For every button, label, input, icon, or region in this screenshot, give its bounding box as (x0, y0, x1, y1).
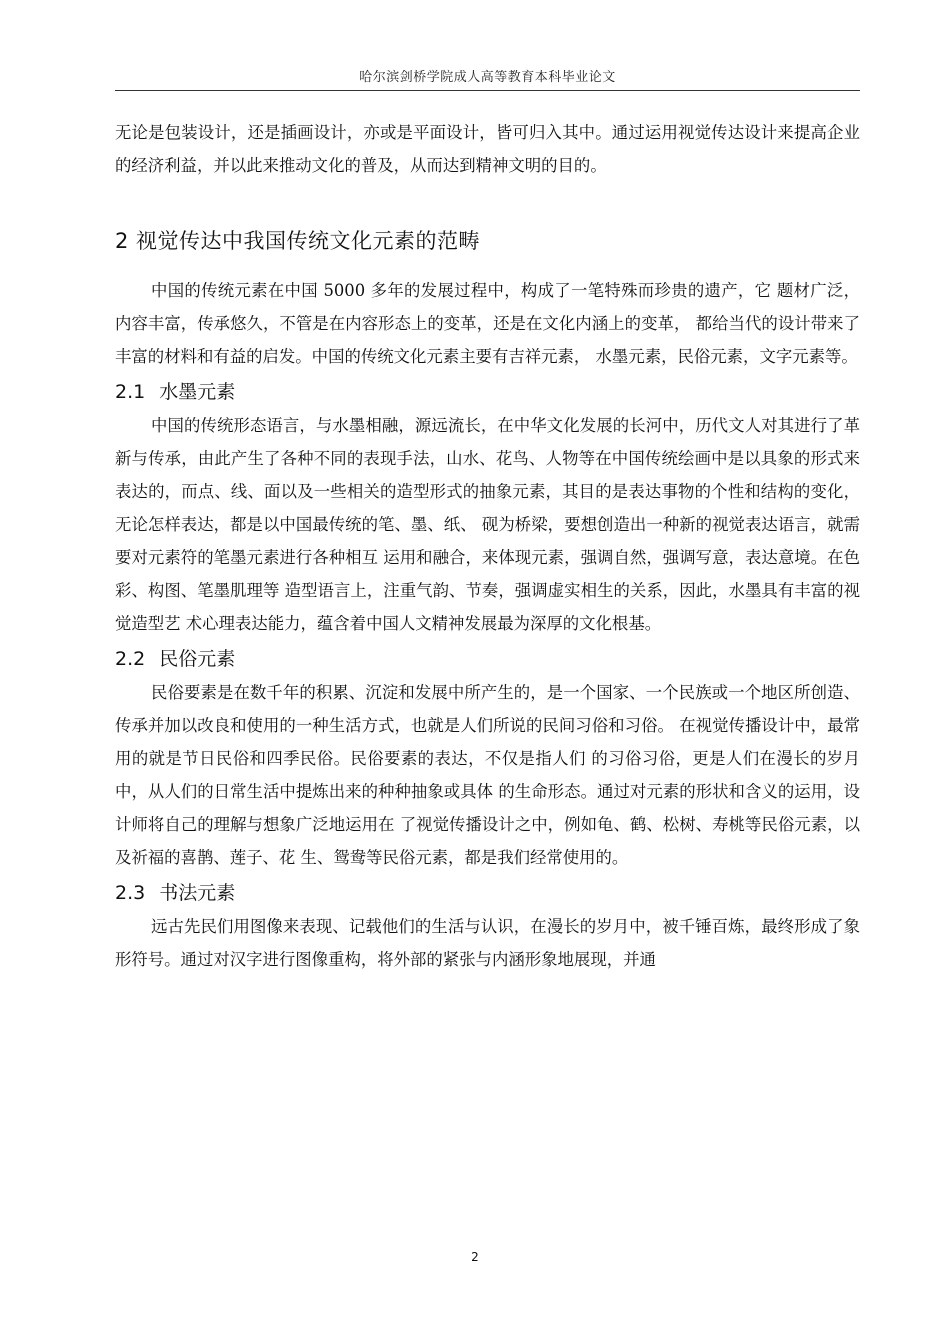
header-rule (115, 90, 860, 91)
section-number: 2.1 (115, 381, 146, 403)
section-2-3-paragraph: 远古先民们用图像来表现、记载他们的生活与认识，在漫长的岁月中，被千锤百炼，最终形成了象形符号。通过对汉字进行图像重构，将外部的紧张与内涵形象地展现，并通 (115, 917, 860, 969)
section-title: 书法元素 (159, 882, 236, 904)
section-title: 民俗元素 (159, 648, 236, 670)
page-header: 哈尔滨剑桥学院成人高等教育本科毕业论文 (359, 70, 616, 85)
document-body (115, 116, 860, 976)
section-number: 2.3 (115, 882, 146, 904)
page-number: 2 (471, 1250, 479, 1264)
section-2-1-heading (115, 377, 860, 407)
section-2-1-paragraph: 中国的传统形态语言，与水墨相融，源远流长，在中华文化发展的长河中，历代文人对其进行了革新与传承，由此产生了各种不同的表现手法，山水、花鸟、人物等在中国传统绘画中是以具象的形式来表达的，而点、线、面以及一些相关的造型形式的抽象元素，其目的是表达事物的个性和结构的变化，无论怎样表达，都是以中国最传统的笔、墨、纸、 砚为桥梁，要想创造出一种新的视觉表达语言，就需要对元素符的笔墨元素进行各种相互 运用和融合，来体现元素，强调自然，强调写意，表达意境。在色彩、构图、笔墨肌理等 造型语言上，注重气韵、节奏，强调虚实相生的关系，因此，水墨具有丰富的视觉造型艺 术心理表达能力，蕴含着中国人文精神发展最为深厚的文化根基。 (115, 416, 860, 633)
section-2-paragraph: 中国的传统元素在中国 5000 多年的发展过程中，构成了一笔特殊而珍贵的遗产，它 题材广泛，内容丰富，传承悠久，不管是在内容形态上的变革，还是在文化内涵上的变革， 都给当代的设计带来了丰富的材料和有益的启发。中国的传统文化元素主要有吉祥元素， 水墨元素，民俗元素，文字元素等。 (115, 281, 860, 366)
intro-paragraph: 无论是包装设计，还是插画设计，亦或是平面设计，皆可归入其中。通过运用视觉传达设计来提高企业的经济利益，并以此来推动文化的普及，从而达到精神文明的目的。 (115, 123, 860, 175)
section-2-2-paragraph: 民俗要素是在数千年的积累、沉淀和发展中所产生的，是一个国家、一个民族或一个地区所创造、传承并加以改良和使用的一种生活方式，也就是人们所说的民间习俗和习俗。 在视觉传播设计中，最常用的就是节日民俗和四季民俗。民俗要素的表达，不仅是指人们 的习俗习俗，更是人们在漫长的岁月中，从人们的日常生活中提炼出来的种种抽象或具体 的生命形态。通过对元素的形状和含义的运用，设计师将自己的理解与想象广泛地运用在 了视觉传播设计之中，例如龟、鹤、松树、寿桃等民俗元素，以及祈福的喜鹊、莲子、花 生、鸳鸯等民俗元素，都是我们经常使用的。 (115, 683, 860, 867)
section-number: 2.2 (115, 648, 146, 670)
section-title: 水墨元素 (159, 381, 236, 403)
section-2-3-heading (115, 878, 860, 908)
section-2-heading: 2 视觉传达中我国传统文化元素的范畴 (115, 229, 481, 253)
section-2-2-heading (115, 644, 860, 674)
